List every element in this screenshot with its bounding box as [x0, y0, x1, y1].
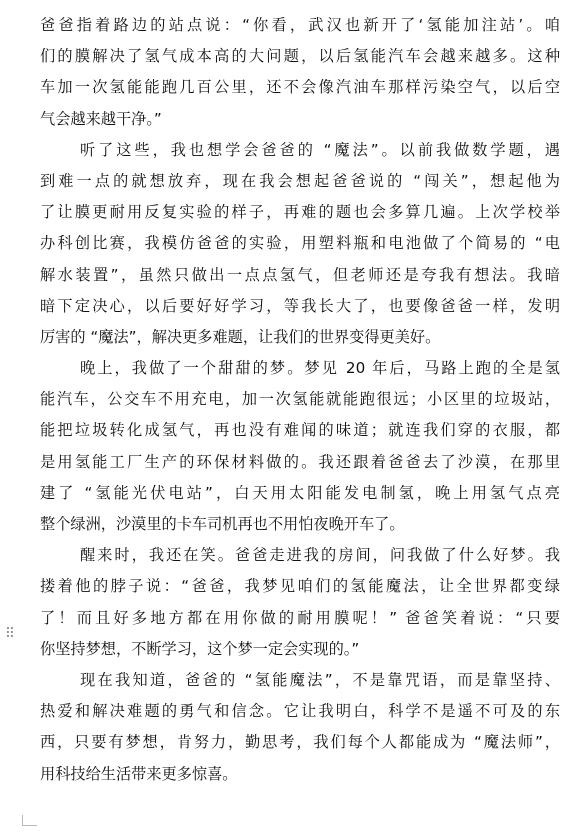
text-line: 是用氢能工厂生产的环保材料做的。我还跟着爸爸去了沙漠，在那里	[40, 452, 560, 471]
text-line: 们的膜解决了氢气成本高的大问题，以后氢能汽车会越来越多。这种	[40, 47, 560, 66]
text-line: 了让膜更耐用反复实验的样子，再难的题也会多算几遍。上次学校举	[40, 203, 560, 222]
drag-handle-icon[interactable]: ⠿	[4, 626, 16, 642]
text-line: 晚上，我做了一个甜甜的梦。梦见 20 年后，马路上跑的全是氢	[80, 359, 560, 378]
text-line: 搂着他的脖子说：“爸爸，我梦见咱们的氢能魔法，让全世界都变绿	[40, 577, 560, 596]
page-corner-mark	[22, 815, 37, 826]
text-line: 办科创比赛，我模仿爸爸的实验，用塑料瓶和电池做了个简易的 “电	[40, 234, 560, 253]
text-line: 你坚持梦想，不断学习，这个梦一定会实现的。”	[40, 639, 360, 658]
document-body	[40, 10, 560, 790]
text-line: 用科技给生活带来更多惊喜。	[40, 764, 238, 783]
text-line: 现在我知道，爸爸的 “氢能魔法”，不是靠咒语，而是靠坚持、	[80, 670, 560, 689]
text-line: 热爱和解决难题的勇气和信念。它让我明白，科学不是遥不可及的东	[40, 702, 560, 721]
text-line: 暗下定决心，以后要好好学习，等我长大了，也要像爸爸一样，发明	[40, 296, 560, 315]
text-line: 爸爸指着路边的站点说：“你看，武汉也新开了‘氢能加注站’。咱	[40, 16, 560, 34]
text-line: 气会越来越干净。”	[40, 109, 162, 128]
text-line: 解水装置”，虽然只做出一点点氢气，但老师还是夸我有想法。我暗	[40, 265, 560, 284]
text-line: 建了 “氢能光伏电站”，白天用太阳能发电制氢，晚上用氢气点亮	[40, 483, 560, 502]
text-line: 听了这些，我也想学会爸爸的 “魔法”。以前我做数学题，遇	[80, 140, 560, 159]
text-line: 西，只要有梦想，肯努力，勤思考，我们每个人都能成为 “魔法师”，	[40, 733, 560, 752]
text-line: 能汽车，公交车不用充电，加一次氢能就能跑很远；小区里的垃圾站，	[40, 390, 560, 409]
text-line: 厉害的 “魔法”，解决更多难题，让我们的世界变得更美好。	[40, 327, 441, 346]
text-line: 车加一次氢能能跑几百公里，还不会像汽油车那样污染空气，以后空	[40, 78, 560, 97]
text-line: 醒来时，我还在笑。爸爸走进我的房间，问我做了什么好梦。我	[80, 546, 560, 565]
text-line: 整个绿洲，沙漠里的卡车司机再也不用怕夜晚开车了。	[40, 515, 405, 533]
text-line: 能把垃圾转化成氢气，再也没有难闻的味道；就连我们穿的衣服，都	[40, 421, 560, 440]
text-line: 到难一点的就想放弃，现在我会想起爸爸说的 “闯关”，想起他为	[40, 171, 560, 190]
text-line: 了！而且好多地方都在用你做的耐用膜呢！” 爸爸笑着说：“只要	[40, 608, 560, 627]
